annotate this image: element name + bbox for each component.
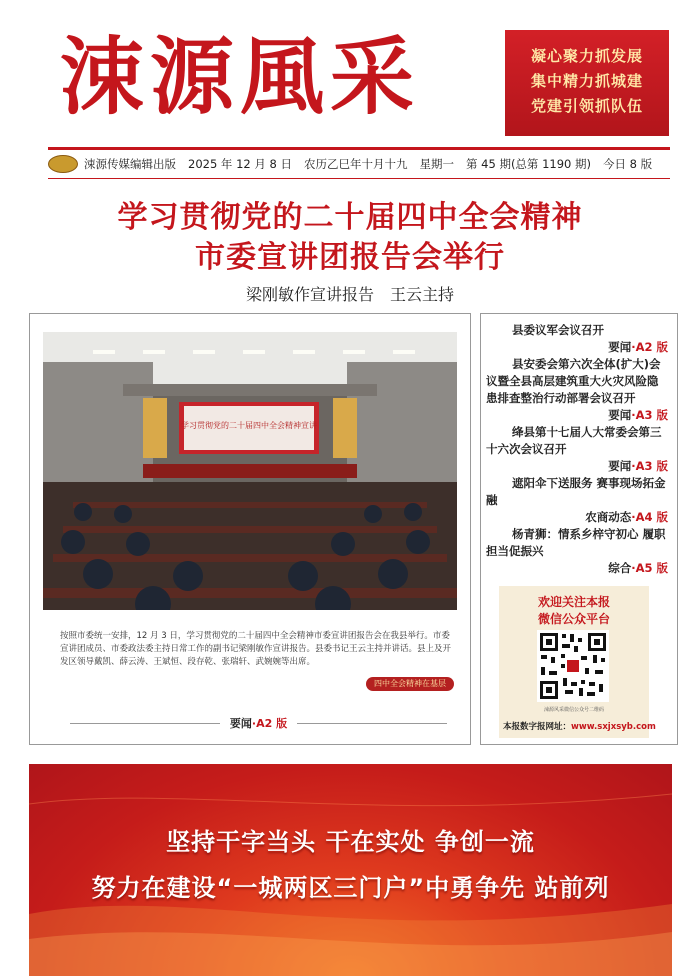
slogan-line-2: 集中精力抓城建 (530, 72, 643, 90)
toc-title: 绛县第十七届人大常委会第三十六次会议召开 (486, 425, 662, 456)
weekday: 星期一 (419, 157, 454, 171)
toc-title: 杨青狮：情系乡梓守初心 履职担当促振兴 (486, 527, 666, 558)
toc-item[interactable] (486, 526, 668, 577)
toc-title: 遮阳伞下送服务 赛事现场拓金融 (486, 476, 666, 507)
qr-code-icon[interactable] (537, 630, 609, 702)
see-section: 要闻 (229, 717, 252, 730)
headline-line-1: 学习贯彻党的二十届四中全会精神 (117, 200, 583, 235)
toc-title: 县安委会第六次全体(扩大)会议暨全县高层建筑重大火灾风险隐患排查整治行动部署会议召开 (486, 357, 661, 405)
wechat-promo-card (499, 586, 656, 738)
banner-line-1: 坚持干字当头 干在实处 争创一流 (166, 828, 535, 856)
toc-item[interactable] (486, 475, 668, 526)
lead-photo (43, 332, 457, 610)
toc-item[interactable] (486, 322, 668, 356)
headline-line-2: 市委宣讲团报告会举行 (195, 240, 505, 275)
toc-item[interactable] (486, 424, 668, 475)
masthead-rule-bottom (48, 178, 670, 179)
screen-banner-text: 学习贯彻党的二十届四中全会精神宣讲 (181, 421, 317, 430)
banner-line-2: 努力在建设“一城两区三门户”中勇争先 站前列 (91, 874, 610, 902)
publisher-name: 涑源传媒编辑出版 (84, 157, 176, 171)
digital-edition-url[interactable]: 本报数字报网址：www.sxjxsyb.com (503, 722, 656, 732)
table-of-contents (486, 322, 668, 577)
divider-right (297, 723, 447, 724)
masthead-rule-top (48, 147, 670, 150)
qr-heading-2: 微信公众平台 (537, 612, 610, 626)
publisher-logo-icon (48, 155, 78, 173)
toc-ref: 综合·A5 版 (608, 561, 668, 575)
toc-ref: 要闻·A3 版 (608, 459, 668, 473)
lead-see-page[interactable] (60, 716, 457, 730)
meeting-hall-illustration (43, 332, 457, 610)
issue-number: 第 45 期(总第 1190 期) (466, 157, 591, 171)
lunar-date: 农历乙巳年十月十九 (304, 157, 408, 171)
page-count: 今日 8 版 (603, 157, 653, 171)
toc-ref: 要闻·A2 版 (608, 340, 668, 354)
slogan-banner (29, 764, 672, 976)
toc-ref: 要闻·A3 版 (608, 408, 668, 422)
issue-info-bar (48, 153, 670, 175)
divider-left (70, 723, 220, 724)
masthead-title: 涑源風采 (60, 27, 421, 126)
qr-heading-1: 欢迎关注本报 (537, 595, 610, 609)
qr-caption: 涑源风采微信公众号二维码 (543, 707, 604, 713)
column-tag: 四中全会精神在基层 (366, 677, 454, 691)
slogan-line-3: 党建引领抓队伍 (530, 97, 643, 115)
see-dot: · (251, 716, 257, 730)
toc-title: 县委议军会议召开 (512, 323, 604, 337)
toc-ref: 农商动态·A4 版 (585, 510, 668, 524)
toc-item[interactable] (486, 356, 668, 424)
lead-caption: 按照市委统一安排，12 月 3 日，学习贯彻党的二十届四中全会精神市委宣讲团报告会在我县举行。市委宣讲团成员、市委政法委主持日常工作的副书记梁刚敏作宣讲报告。县委书记王云主持并讲话。县上及开发区领导戴凯、薛云涛、王斌恒、段存乾、张瑞轩、武婉婉等出席。 (60, 631, 452, 667)
slogan-line-1: 凝心聚力抓发展 (530, 47, 643, 65)
slogan-box (505, 30, 669, 136)
issue-date: 2025 年 12 月 8 日 (188, 157, 292, 171)
see-page: A2 版 (256, 717, 288, 730)
subheadline: 梁刚敏作宣讲报告 王云主持 (245, 285, 454, 304)
